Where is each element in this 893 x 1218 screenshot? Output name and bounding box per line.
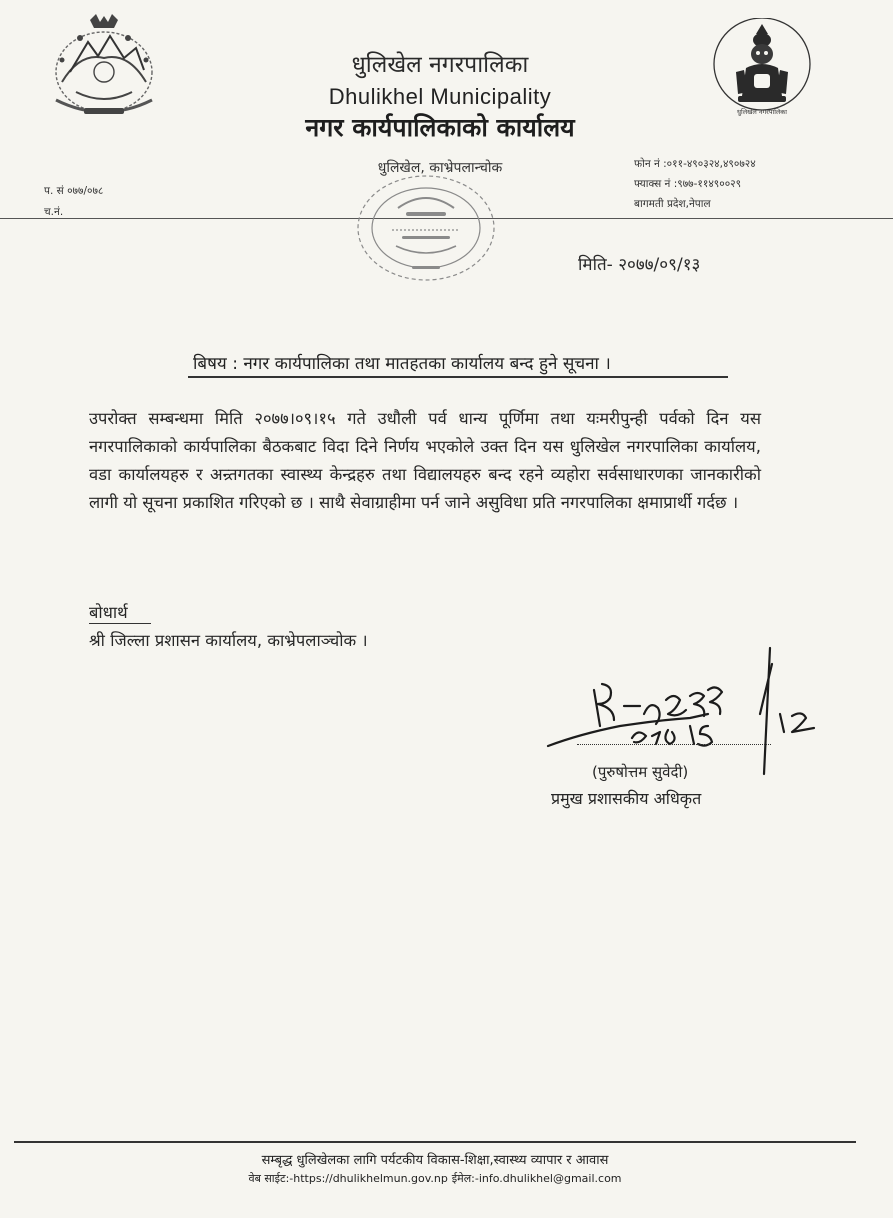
subject-line: बिषय : नगर कार्यपालिका तथा मातहतका कार्यालय बन्द हुने सूचना । — [193, 354, 611, 374]
fax-number: फ्याक्स नं :९७७-११४९००२९ — [634, 178, 742, 190]
website-link[interactable]: https://dhulikhelmun.gov.np — [293, 1172, 448, 1185]
office-stamp — [348, 168, 504, 286]
email-label: ईमेल:- — [451, 1172, 479, 1185]
municipality-name-nepali: धुलिखेल नगरपालिका — [351, 52, 529, 78]
phone-number: फोन नं :०११-४९०३२४,४९०७२४ — [634, 158, 756, 170]
letter-date: मिति- २०७७/०९/१३ — [578, 255, 701, 275]
body-paragraph: उपरोक्त सम्बन्धमा मिति २०७७।०९।१५ गते उधौली पर्व धान्य पूर्णिमा तथा यःमरीपुन्ही पर्वको दिन यस नगरपालिकाको कार्यपालिका बैठकबाट विदा दिने निर्णय भएकोले उक्त दिन यस धुलिखेल नगरपालिका कार्यालय, वडा कार्यालयहरु र अन्र्तगतका स्वास्थ्य केन्द्रहरु तथा विद्यालयहरु बन्द रहने व्यहोरा सर्वसाधारणका जानकारीको लागी यो सूचना प्रकाशित गरिएको छ । साथै सेवाग्राहीमा पर्न जाने असुविधा प्रति नगरपालिका क्षमाप्रार्थी गर्दछ । — [89, 409, 761, 512]
website-label: वेब साईट:- — [248, 1172, 294, 1185]
logo-caption: धुलिखेल नगरपालिका — [737, 108, 787, 116]
subject-underline — [188, 376, 728, 378]
notice-body — [89, 405, 761, 517]
email-link[interactable]: info.dhulikhel@gmail.com — [478, 1172, 622, 1185]
reference-number: प. सं ०७७/०७८ — [44, 185, 104, 197]
address: धुलिखेल, काभ्रेपलान्चोक — [377, 160, 503, 176]
footer-contact — [14, 1171, 856, 1186]
cc-recipient: श्री जिल्ला प्रशासन कार्यालय, काभ्रेपलाञ्चोक । — [89, 631, 368, 650]
footer-slogan: सम्बृद्ध धुलिखेलका लागि पर्यटकीय विकास-शिक्षा,स्वास्थ्य व्यापार र आवास — [261, 1153, 609, 1168]
footer-divider — [14, 1141, 856, 1143]
office-title: नगर कार्यपालिकाको कार्यालय — [305, 113, 575, 142]
dispatch-number: च.नं. — [44, 206, 64, 218]
signatory-name: (पुरुषोत्तम सुवेदी) — [592, 763, 689, 781]
signatory-title: प्रमुख प्रशासकीय अधिकृत — [551, 789, 702, 808]
municipality-name-english: Dhulikhel Municipality — [328, 84, 552, 109]
cc-heading-underline — [89, 623, 151, 624]
cc-heading: बोधार्थ — [89, 603, 128, 622]
province: बागमती प्रदेश,नेपाल — [634, 198, 711, 210]
nepal-emblem-icon — [40, 12, 168, 124]
signature-line — [577, 744, 771, 745]
municipality-logo-icon — [708, 18, 816, 136]
